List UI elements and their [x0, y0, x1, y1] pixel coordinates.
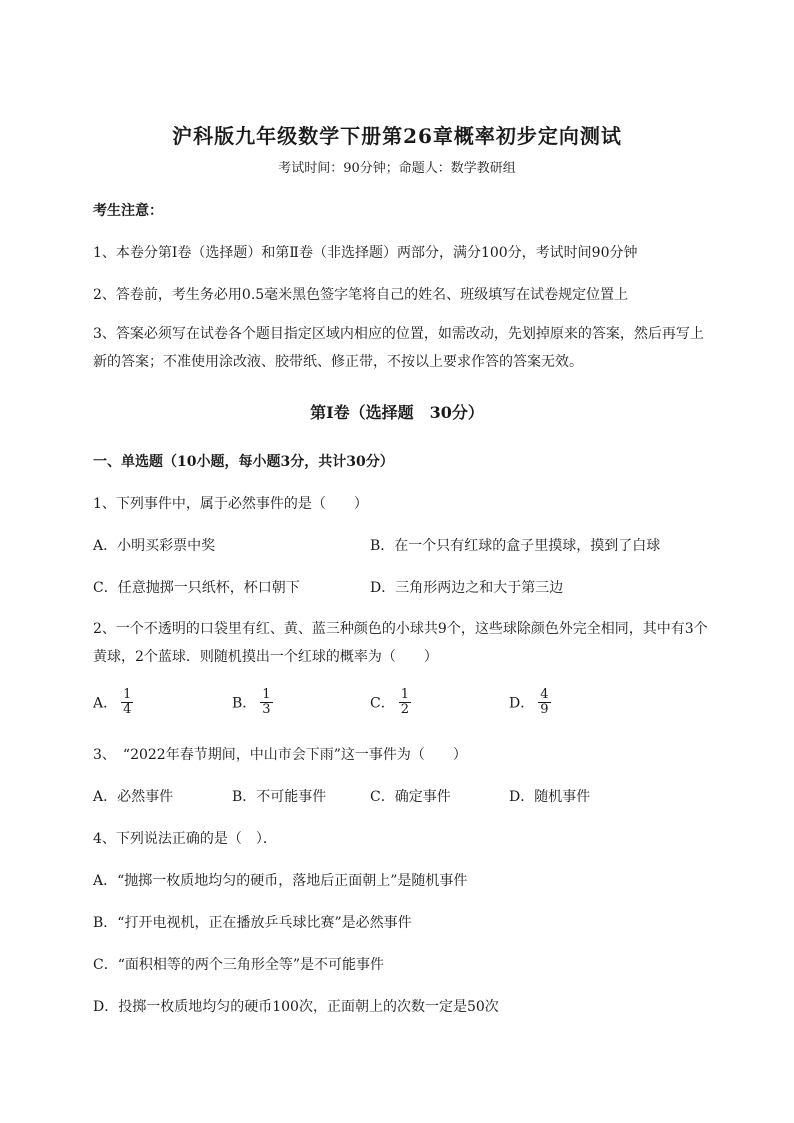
notice-item-3: 3、答案必须写在试卷各个题目指定区域内相应的位置，如需改动，先划掉原来的答案，然后再写上新的答案；不准使用涂改液、胶带纸、修正带，不按以上要求作答的答案无效。	[93, 326, 704, 370]
fraction	[399, 688, 411, 717]
part-heading: 一、单选题（10小题，每小题3分，共计30分）	[93, 454, 394, 470]
question-4-option-b: B．“打开电视机，正在播放乒乓球比赛”是必然事件	[93, 915, 412, 931]
question-3-option-d: D．随机事件	[509, 789, 591, 805]
question-3-option-c: C．确定事件	[370, 789, 451, 805]
question-2-option-c	[370, 688, 411, 717]
option-label: A．	[93, 695, 118, 712]
question-4-option-d: D．投掷一枚质地均匀的硬币100次，正面朝上的次数一定是50次	[93, 999, 499, 1015]
fraction	[538, 688, 550, 717]
notice-item-2: 2、答卷前，考生务必用0.5毫米黑色签字笔将自己的姓名、班级填写在试卷规定位置上	[93, 287, 629, 303]
numerator: 4	[540, 687, 549, 702]
notice-item-1: 1、本卷分第I卷（选择题）和第Ⅱ卷（非选择题）两部分，满分100分，考试时间90分钟	[93, 245, 638, 261]
section-title: 第I卷（选择题 30分）	[310, 403, 484, 422]
question-1-option-b: B．在一个只有红球的盒子里摸球，摸到了白球	[370, 538, 661, 554]
question-3-stem: 3、 “2022年春节期间，中山市会下雨”这一事件为（ ）	[93, 747, 467, 763]
question-2-stem: 2、一个不透明的口袋里有红、黄、蓝三种颜色的小球共9个，这些球除颜色外完全相同，其中有3个黄球，2个蓝球．则随机摸出一个红球的概率为（ ）	[93, 621, 708, 665]
question-1-option-c: C．任意抛掷一只纸杯，杯口朝下	[93, 580, 300, 596]
question-1-stem: 1、下列事件中，属于必然事件的是（ ）	[93, 496, 368, 512]
notice-heading: 考生注意：	[93, 203, 163, 219]
question-3-option-a: A．必然事件	[93, 789, 174, 805]
question-2-option-a	[93, 688, 133, 717]
question-2-option-b	[232, 688, 273, 717]
denominator: 4	[123, 702, 132, 717]
fraction	[260, 688, 272, 717]
denominator: 3	[262, 702, 271, 717]
question-3-option-b: B．不可能事件	[232, 789, 327, 805]
exam-info: 考试时间：90分钟；命题人：数学教研组	[278, 161, 516, 176]
option-label: B．	[232, 695, 257, 712]
option-label: C．	[370, 695, 395, 712]
option-label: D．	[509, 695, 535, 712]
question-4-option-a: A．“抛掷一枚质地均匀的硬币，落地后正面朝上”是随机事件	[93, 873, 468, 889]
page-title: 沪科版九年级数学下册第26章概率初步定向测试	[172, 124, 622, 148]
numerator: 1	[400, 687, 409, 702]
question-1-option-d: D．三角形两边之和大于第三边	[370, 580, 564, 596]
denominator: 2	[400, 702, 409, 717]
numerator: 1	[123, 687, 132, 702]
numerator: 1	[262, 687, 271, 702]
denominator: 9	[540, 702, 549, 717]
fraction	[121, 688, 133, 717]
question-4-option-c: C．“面积相等的两个三角形全等”是不可能事件	[93, 957, 385, 973]
question-4-stem: 4、下列说法正确的是（ ）．	[93, 831, 277, 847]
question-1-option-a: A．小明买彩票中奖	[93, 538, 216, 554]
question-2-option-d	[509, 688, 551, 717]
